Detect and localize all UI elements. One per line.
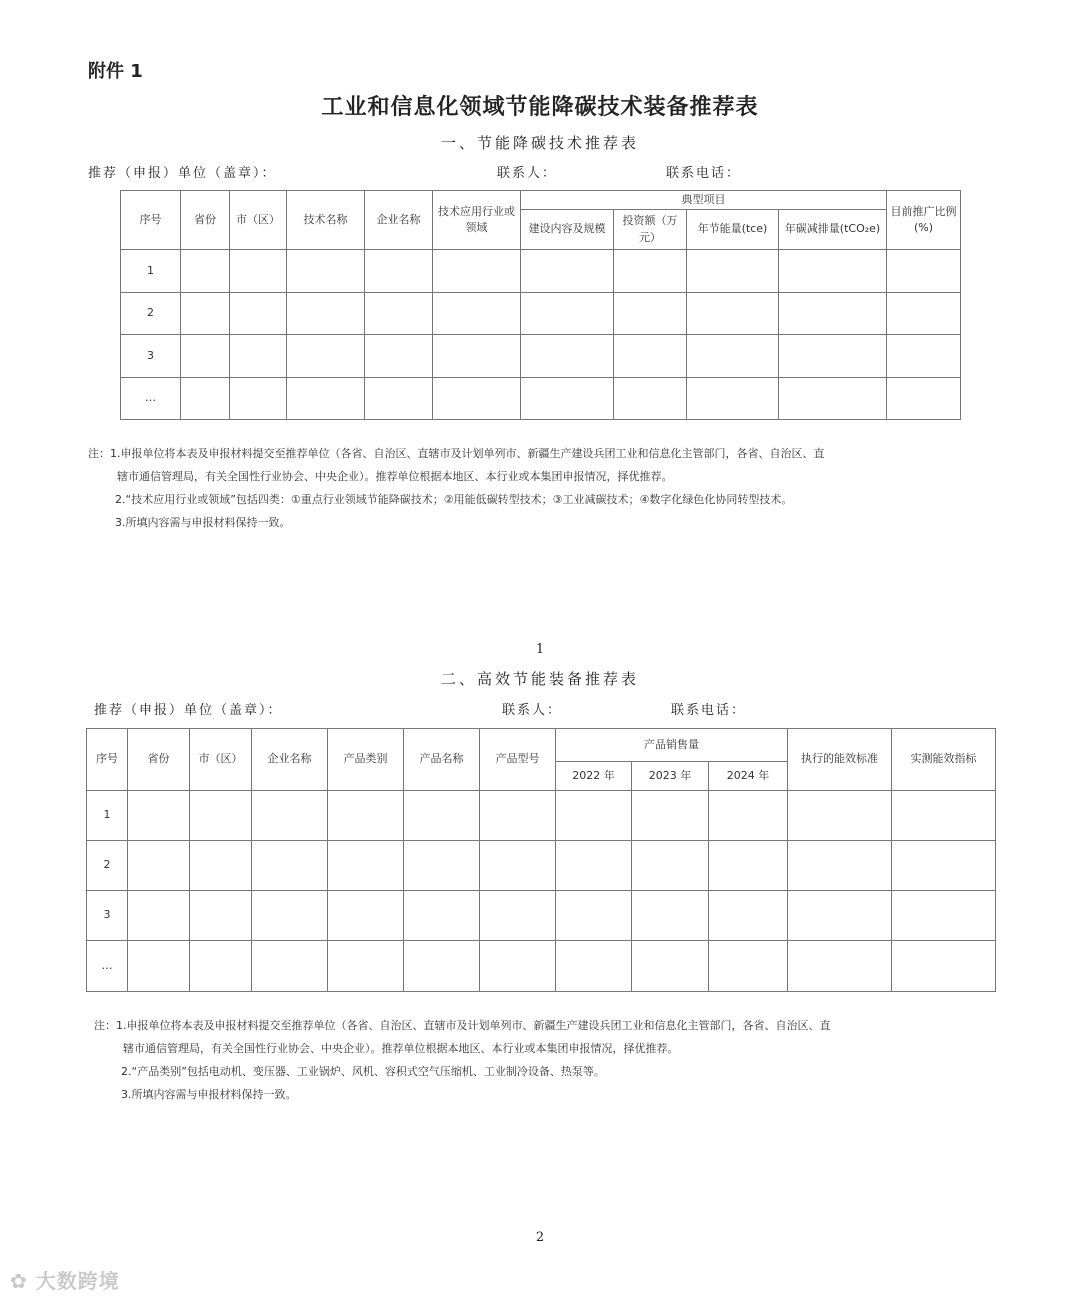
section2-phone-label: 联系电话：	[671, 703, 747, 718]
attachment-label: 附件 1	[88, 61, 143, 82]
tech-recommendation-table	[120, 190, 961, 420]
table-row	[121, 250, 961, 293]
row-number: 3	[121, 335, 181, 378]
table-row	[87, 791, 996, 841]
header-tech-name: 技术名称	[287, 191, 365, 250]
header-measured: 实测能效指标	[892, 729, 996, 791]
watermark-logo-icon: ✿	[10, 1269, 28, 1293]
header-sales: 产品销售量	[556, 729, 788, 762]
row-number: 3	[87, 891, 128, 941]
header-model: 产品型号	[480, 729, 556, 791]
header-typical-project: 典型项目	[521, 191, 887, 210]
header-company: 企业名称	[252, 729, 328, 791]
note-line: 3.所填内容需与申报材料保持一致。	[121, 1088, 297, 1101]
note-line: 3.所填内容需与申报材料保持一致。	[115, 516, 291, 529]
header-saving: 年节能量(tce)	[687, 210, 779, 250]
note-line: 辖市通信管理局，有关全国性行业协会、中央企业）。推荐单位根据本地区、本行业或本集团申报情况，择优推荐。	[117, 470, 673, 483]
section1-contact-label: 联系人：	[497, 166, 558, 181]
header-seq: 序号	[121, 191, 181, 250]
header-content: 建设内容及规模	[521, 210, 614, 250]
section2-notes	[94, 1014, 1009, 1106]
table-row	[87, 841, 996, 891]
header-standard: 执行的能效标准	[788, 729, 892, 791]
header-category: 产品类别	[328, 729, 404, 791]
header-ratio: 目前推广比例(%)	[887, 191, 961, 250]
section2-contact-label: 联系人：	[502, 703, 563, 718]
note-line: 2.“产品类别”包括电动机、变压器、工业锅炉、风机、容积式空气压缩机、工业制冷设备、热泵等。	[121, 1065, 605, 1078]
header-2022: 2022 年	[556, 762, 632, 791]
page-number: 2	[535, 1230, 545, 1245]
row-number: 1	[87, 791, 128, 841]
header-investment: 投资额（万元）	[614, 210, 687, 250]
note-line: 辖市通信管理局，有关全国性行业协会、中央企业）。推荐单位根据本地区、本行业或本集团申报情况，择优推荐。	[123, 1042, 679, 1055]
header-company: 企业名称	[365, 191, 433, 250]
note-line: 注：1.申报单位将本表及申报材料提交至推荐单位（各省、自治区、直辖市及计划单列市、新疆生产建设兵团工业和信息化主管部门，各省、自治区、直	[94, 1019, 831, 1032]
section1-unit-label: 推荐（申报）单位（盖章）：	[88, 166, 277, 181]
watermark-text: 大数跨境	[35, 1269, 120, 1293]
document-title: 工业和信息化领域节能降碳技术装备推荐表	[321, 95, 759, 120]
header-co2: 年碳减排量(tCO₂e)	[779, 210, 887, 250]
row-number: …	[87, 941, 128, 992]
header-product-name: 产品名称	[404, 729, 480, 791]
table-row	[121, 335, 961, 378]
header-city: 市（区）	[190, 729, 252, 791]
equipment-recommendation-table	[86, 728, 996, 992]
section1-title: 一、节能降碳技术推荐表	[440, 134, 639, 152]
header-city: 市（区）	[230, 191, 287, 250]
row-number: …	[121, 378, 181, 420]
header-industry: 技术应用行业或领域	[433, 191, 521, 250]
header-province: 省份	[128, 729, 190, 791]
table-row	[87, 891, 996, 941]
table-row	[87, 941, 996, 992]
section2-unit-label: 推荐（申报）单位（盖章）：	[94, 703, 283, 718]
watermark	[10, 1265, 120, 1294]
section1-phone-label: 联系电话：	[666, 166, 742, 181]
row-number: 2	[87, 841, 128, 891]
page-number: 1	[535, 642, 545, 657]
header-province: 省份	[181, 191, 230, 250]
note-line: 2.“技术应用行业或领域”包括四类：①重点行业领域节能降碳技术；②用能低碳转型技术；③工业减碳技术；④数字化绿色化协同转型技术。	[115, 493, 793, 506]
note-line: 注：1.申报单位将本表及申报材料提交至推荐单位（各省、自治区、直辖市及计划单列市、新疆生产建设兵团工业和信息化主管部门，各省、自治区、直	[88, 447, 825, 460]
header-seq: 序号	[87, 729, 128, 791]
section1-notes	[88, 442, 1008, 534]
table-row	[121, 378, 961, 420]
header-2024: 2024 年	[709, 762, 788, 791]
row-number: 2	[121, 293, 181, 335]
header-2023: 2023 年	[632, 762, 709, 791]
section2-title: 二、高效节能装备推荐表	[440, 670, 639, 688]
table-row	[121, 293, 961, 335]
row-number: 1	[121, 250, 181, 293]
